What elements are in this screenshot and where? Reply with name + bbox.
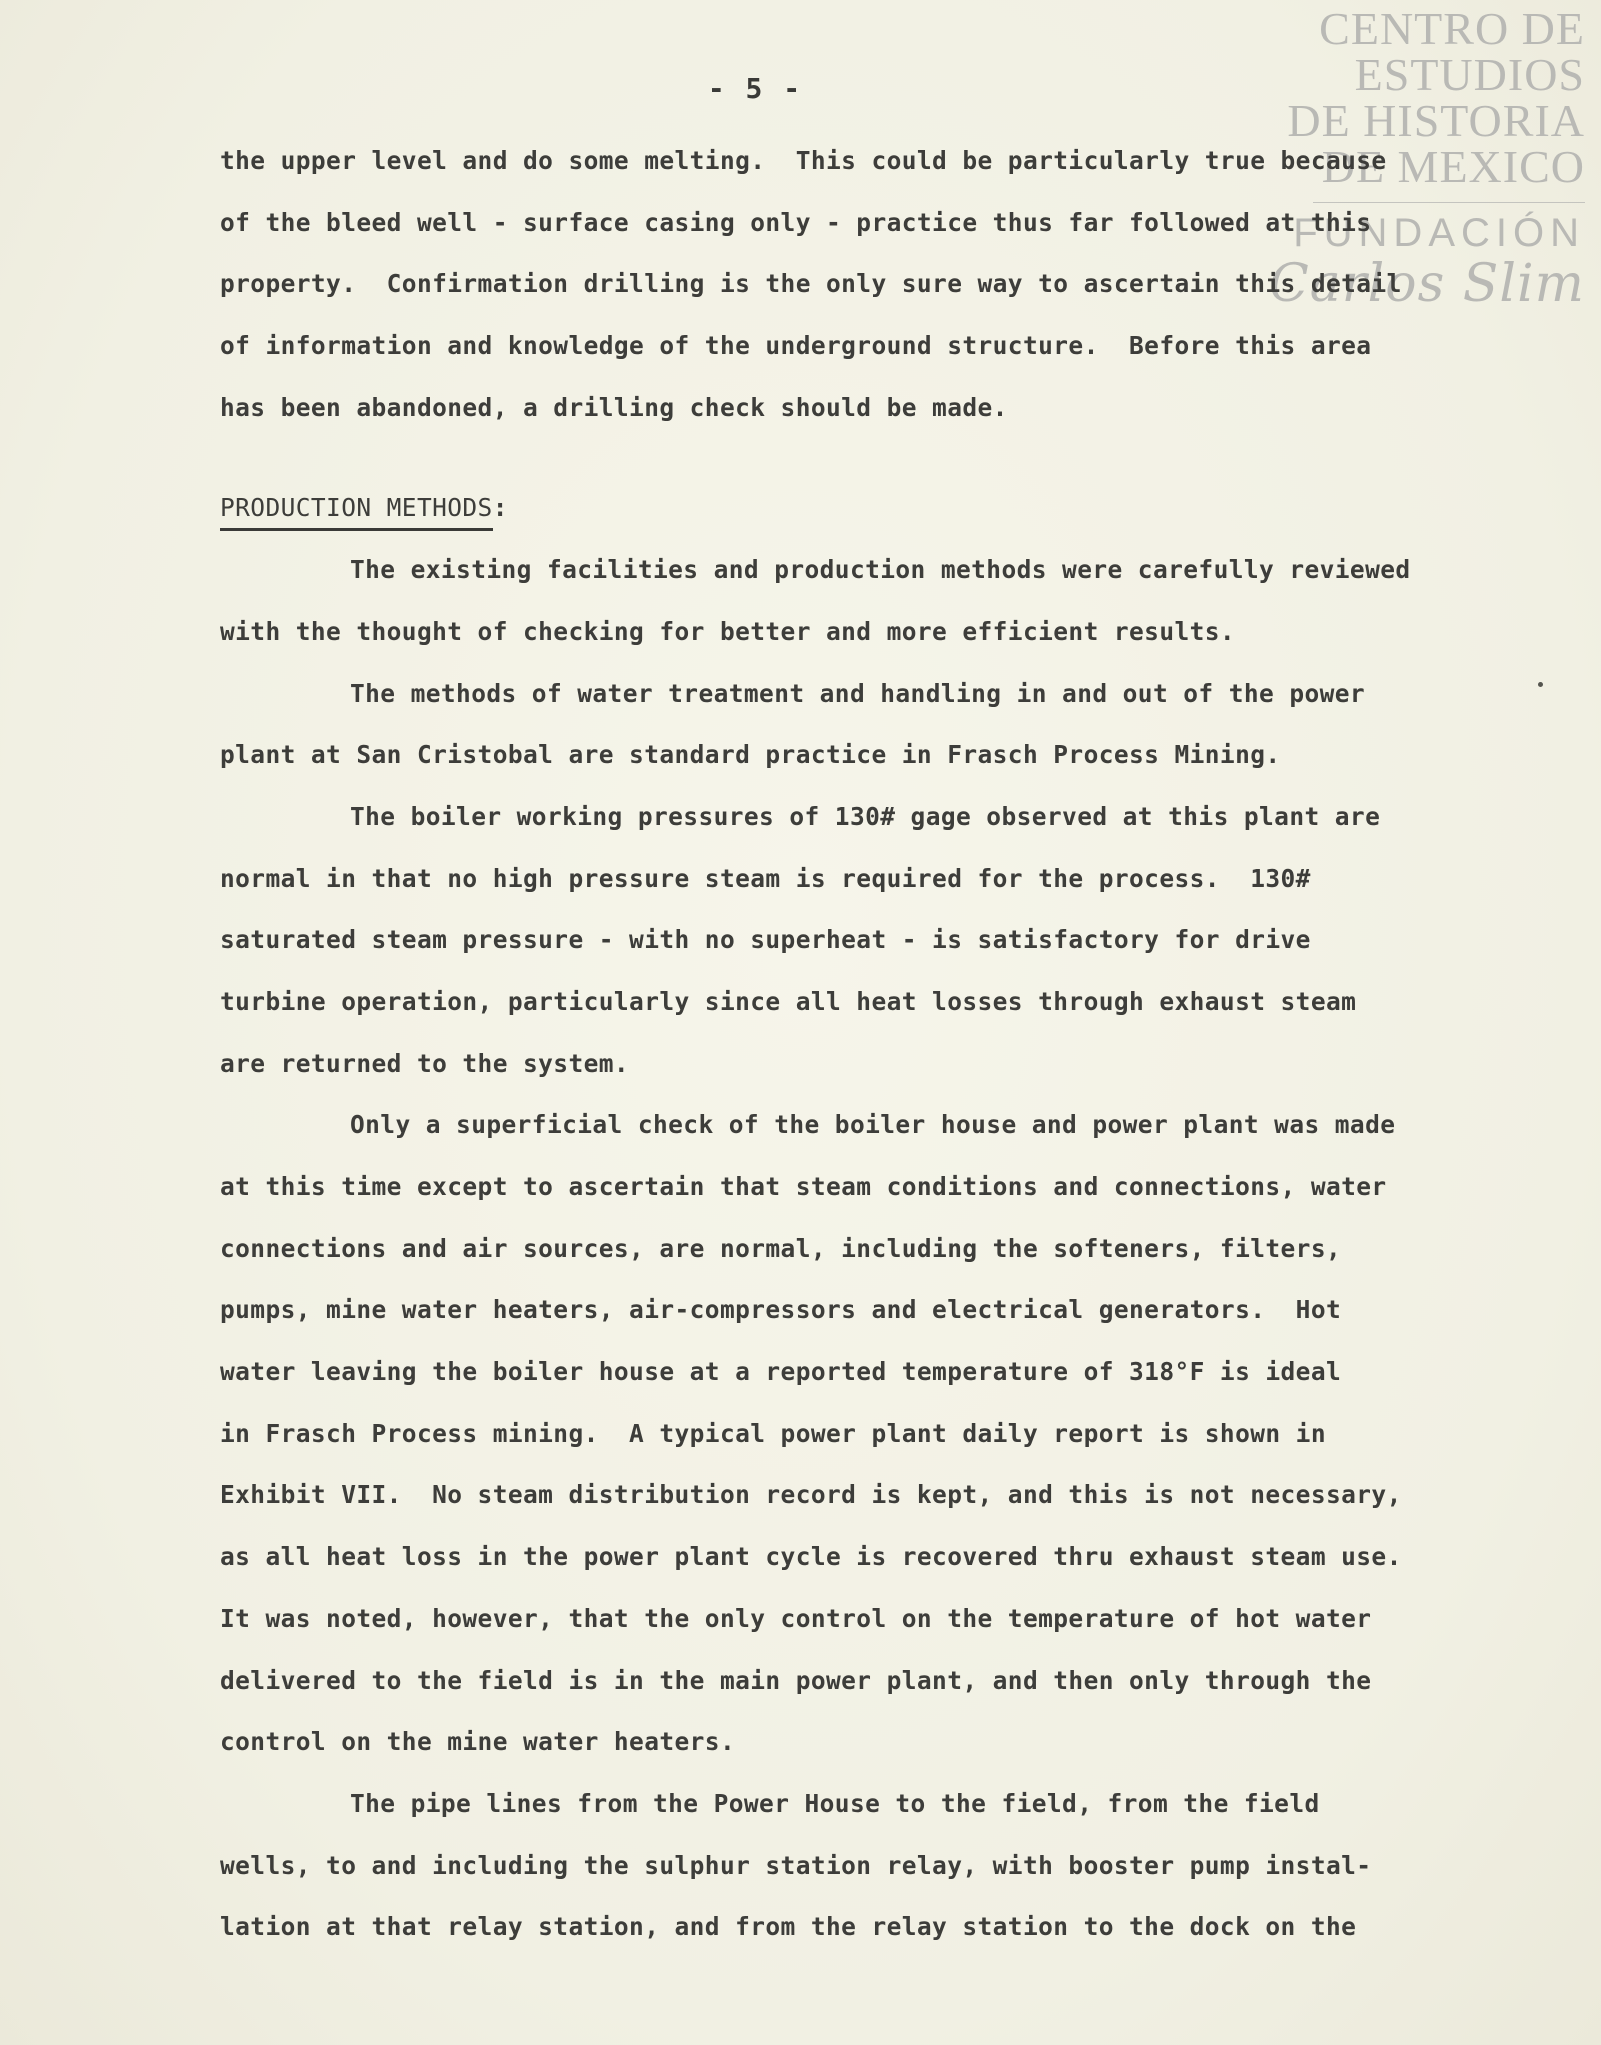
- section-heading-colon: :: [492, 493, 508, 523]
- page-number: - 5 -: [707, 72, 803, 105]
- text-line: has been abandoned, a drilling check should be made.: [220, 392, 1008, 422]
- ink-speck: [1538, 682, 1543, 687]
- paragraph-first-line: The existing facilities and production methods were carefully reviewed: [350, 555, 1411, 585]
- watermark-line: CENTRO DE: [1319, 3, 1585, 54]
- text-line: as all heat loss in the power plant cycle is recovered thru exhaust steam use.: [220, 1542, 1402, 1572]
- paragraph-first-line: The pipe lines from the Power House to the field, from the field: [350, 1788, 1320, 1818]
- paragraph-first-line: The boiler working pressures of 130# gage observed at this plant are: [350, 801, 1381, 831]
- text-line: It was noted, however, that the only control on the temperature of hot water: [220, 1603, 1372, 1633]
- text-line: pumps, mine water heaters, air-compressors and electrical generators. Hot: [220, 1295, 1342, 1325]
- section-spacer: [220, 438, 1470, 477]
- text-line: delivered to the field is in the main power plant, and then only through the: [220, 1665, 1372, 1695]
- text-line: are returned to the system.: [220, 1048, 630, 1078]
- text-line: saturated steam pressure - with no superheat - is satisfactory for drive: [220, 925, 1311, 955]
- paragraph-first-line: Only a superficial check of the boiler house and power plant was made: [350, 1110, 1396, 1140]
- watermark-line: DE HISTORIA: [1287, 95, 1585, 146]
- watermark-line: DE MEXICO: [1321, 141, 1585, 192]
- paragraph-first-line: The methods of water treatment and handling in and out of the power: [350, 678, 1366, 708]
- text-line: plant at San Cristobal are standard practice in Frasch Process Mining.: [220, 740, 1281, 770]
- watermark-signature: Carlos Slim: [1269, 254, 1585, 314]
- text-line: connections and air sources, are normal, including the softeners, filters,: [220, 1233, 1342, 1263]
- text-line: turbine operation, particularly since all heat losses through exhaust steam: [220, 986, 1357, 1016]
- text-line: in Frasch Process mining. A typical power plant daily report is shown in: [220, 1418, 1326, 1448]
- text-line: at this time except to ascertain that steam conditions and connections, water: [220, 1172, 1387, 1201]
- watermark-line: ESTUDIOS: [1354, 49, 1585, 100]
- section-heading: PRODUCTION METHODS: [220, 488, 493, 531]
- text-line: lation at that relay station, and from the relay station to the dock on the: [220, 1912, 1357, 1942]
- text-line: the upper level and do some melting. This could be particularly true because: [220, 146, 1387, 175]
- document-body: [220, 130, 1470, 1958]
- text-line: with the thought of checking for better and more efficient results.: [220, 616, 1236, 646]
- text-line: normal in that no high pressure steam is required for the process. 130#: [220, 863, 1311, 893]
- text-line: of information and knowledge of the underground structure. Before this area: [220, 331, 1372, 361]
- text-line: of the bleed well - surface casing only - practice thus far followed at this: [220, 207, 1372, 237]
- watermark-foundation: FUNDACIÓN: [1293, 211, 1585, 255]
- section-heading-row: [220, 477, 1470, 539]
- text-line: property. Confirmation drilling is the only sure way to ascertain this detail: [220, 269, 1402, 299]
- text-line: Exhibit VII. No steam distribution record is kept, and this is not necessary,: [220, 1480, 1402, 1510]
- text-line: water leaving the boiler house at a reported temperature of 318°F is ideal: [220, 1357, 1342, 1387]
- text-line: wells, to and including the sulphur station relay, with booster pump instal-: [220, 1850, 1372, 1880]
- text-line: control on the mine water heaters.: [220, 1727, 736, 1757]
